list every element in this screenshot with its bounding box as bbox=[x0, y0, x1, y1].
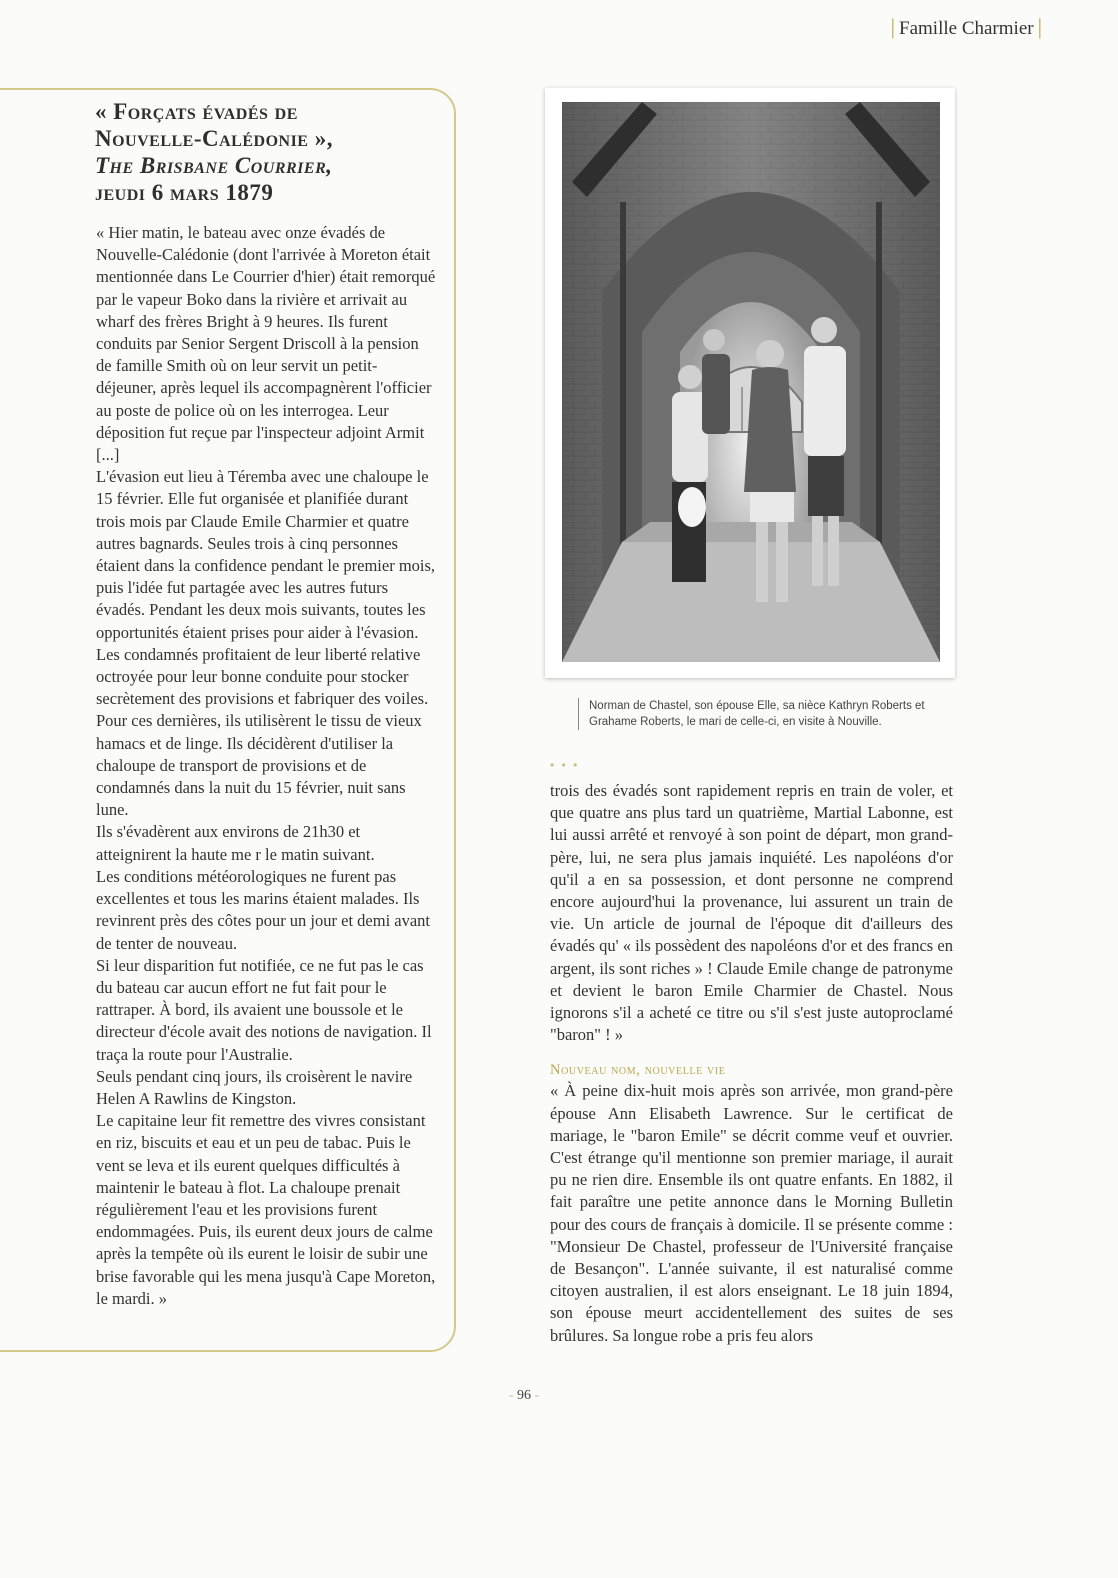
sidebar-title-publication: The Brisbane Courrier, bbox=[95, 153, 333, 178]
sidebar-title-line-1: « Forçats évadés de bbox=[95, 99, 298, 124]
page-number bbox=[0, 1388, 1048, 1404]
continuation-mark: • • • bbox=[550, 758, 580, 772]
header-bar-left: | bbox=[890, 14, 896, 39]
sidebar-paragraph: Les conditions météorologiques ne furent pas excellentes et tous les marins étaient malades. Ils revinrent près des côtes pour un jour et demi avant de tenter de nouveau. bbox=[96, 866, 431, 953]
running-title: Famille Charmier bbox=[899, 18, 1034, 39]
main-paragraph-1: trois des évadés sont rapidement repris en train de voler, et que quatre ans plus tard un quatrième, Martial Labonne, est lui aussi arrêté et renvoyé à son point de départ, mon grand-père, lui, ne sera plus jamais inquiété. Les napoléons d'or qu'il a en sa possession, et dont personne ne comprend encore aujourd'hui la provenance, lui assurent un train de vie. Un article de journal de l'époque dit d'ailleurs des évadés qu' « ils possèdent des napoléons d'or et des francs en argent, ils sont riches » ! Claude Emile change de patronyme et devient le baron Emile Charmier de Chastel. Nous ignorons s'il a acheté ce titre ou s'il s'est juste autoproclamé "baron" ! » bbox=[550, 781, 953, 1045]
sidebar-article-body bbox=[96, 222, 436, 1310]
main-paragraph-2: « À peine dix-huit mois après son arrivée, mon grand-père épouse Ann Elisabeth Lawrence. Sur le certificat de mariage, le "baron Emile" se décrit comme veuf et ouvrier. C'est étrange qu'il mentionne son premier mariage, il aurait pu ne rien dire. Ensemble ils ont quatre enfants. En 1882, il fait paraître une petite annonce dans le Morning Bulletin pour des cours de français à domicile. Il se présente comme : "Monsieur De Chastel, professeur de l'Université française de Besançon". L'année suivante, il est naturalisé comme citoyen australien, il est alors enseignant. Le 18 juin 1894, son épouse meurt accidentellement des suites de ses brûlures. Sa longue robe a pris feu alors bbox=[550, 1081, 953, 1345]
header-bar-right: | bbox=[1037, 14, 1042, 39]
sidebar-paragraph: Ils s'évadèrent aux environs de 21h30 et atteignirent la haute me r le matin suivant. bbox=[96, 822, 375, 864]
sidebar-title-date: jeudi 6 mars 1879 bbox=[95, 180, 274, 205]
photo-caption: Norman de Chastel, son épouse Elle, sa nièce Kathryn Roberts et Grahame Roberts, le mari de celle-ci, en visite à Nouville. bbox=[578, 698, 969, 730]
sidebar-paragraph: Seuls pendant cinq jours, ils croisèrent le navire Helen A Rawlins de Kingston. bbox=[96, 1066, 413, 1108]
sidebar-title bbox=[95, 98, 455, 206]
main-column bbox=[550, 780, 953, 1347]
sidebar-paragraph: L'évasion eut lieu à Téremba avec une chaloupe le 15 février. Elle fut organisée et planifiée durant trois mois par Claude Emile Charmier et quatre autres bagnards. Seules trois à cinq personnes étaient dans la confidence pendant le premier mois, puis l'idée fut partagée avec les autres futurs évadés. Pendant les deux mois suivants, toutes les opportunités étaient prises pour aider à l'évasion. bbox=[96, 467, 436, 642]
section-heading: Nouveau nom, nouvelle vie bbox=[550, 1062, 726, 1079]
photo-group-under-brick-arch bbox=[562, 102, 940, 662]
sidebar-title-line-2: Nouvelle-Calédonie », bbox=[95, 126, 333, 151]
sidebar-paragraph: Si leur disparition fut notifiée, ce ne fut pas le cas du bateau car aucun effort ne fut fait pour le rattraper. À bord, ils avaient une boussole et le directeur d'école avait des notions de navigation. Il traça la route pour l'Australie. bbox=[96, 955, 432, 1064]
running-header bbox=[0, 14, 1046, 40]
sidebar-paragraph: Les condamnés profitaient de leur liberté relative octroyée pour leur bonne conduite pour stocker secrètement des provisions et fabriquer des voiles. Pour ces dernières, ils utilisèrent le tissu de vieux hamacs et de linge. Ils décidèrent d'utiliser la chaloupe de transport de provisions et de condamnés dans la nuit du 15 février, nuit sans lune. bbox=[96, 644, 429, 820]
sidebar-paragraph: Le capitaine leur fit remettre des vivres consistant en riz, biscuits et eau et un peu de tabac. Puis le vent se leva et ils eurent quelques difficultés à maintenir le bateau à flot. La chaloupe prenait régulièrement l'eau et les provisions furent endommagées. Puis, ils eurent deux jours de calme après la tempête où ils eurent le loisir de subir une brise favorable qui les mena jusqu'à Cape Moreton, le mardi. » bbox=[96, 1111, 436, 1308]
page-number-dash-left: - bbox=[508, 1388, 517, 1403]
page-number-value: 96 bbox=[517, 1388, 531, 1403]
photo-illustration bbox=[562, 102, 940, 662]
page-number-dash-right: - bbox=[531, 1388, 540, 1403]
sidebar-paragraph: « Hier matin, le bateau avec onze évadés de Nouvelle-Calédonie (dont l'arrivée à Moreton était mentionnée dans Le Courrier d'hier) était remorqué par le vapeur Boko dans la rivière et arrivait au wharf des frères Bright à 9 heures. Ils furent conduits par Senior Sergent Driscoll à la pension de famille Smith où on leur servit un petit-déjeuner, après lequel ils accompagnèrent l'officier au poste de police où on les interrogea. Leur déposition fut reçue par l'inspecteur adjoint Armit [...] bbox=[96, 223, 436, 465]
photo-frame bbox=[545, 88, 955, 678]
